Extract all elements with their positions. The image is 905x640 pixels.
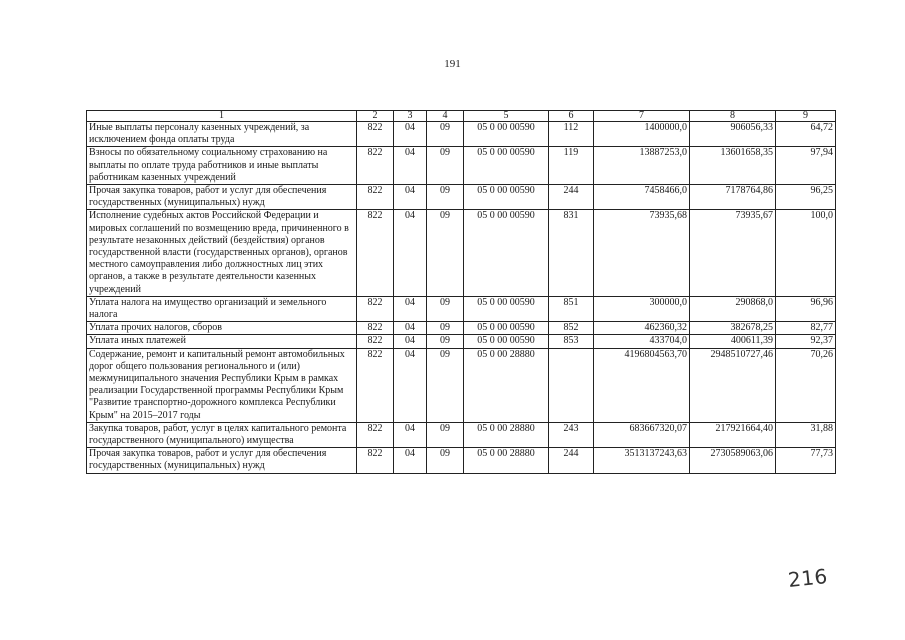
column-header-3: 3 — [394, 111, 427, 122]
table-row — [87, 348, 836, 422]
table-row — [87, 335, 836, 348]
row-name-cell: Уплата прочих налогов, сборов — [87, 322, 357, 335]
row-name-cell: Уплата иных платежей — [87, 335, 357, 348]
section-code-cell: 04 — [394, 296, 427, 321]
expense-type-cell: 831 — [549, 210, 594, 296]
section-code-cell: 04 — [394, 185, 427, 210]
column-header-8: 8 — [690, 111, 776, 122]
department-code-cell: 822 — [357, 296, 394, 321]
target-article-cell: 05 0 00 00590 — [464, 185, 549, 210]
expense-type-cell: 112 — [549, 122, 594, 147]
percent-cell: 97,94 — [776, 147, 836, 185]
column-header-9: 9 — [776, 111, 836, 122]
planned-amount-cell: 13887253,0 — [594, 147, 690, 185]
executed-amount-cell: 382678,25 — [690, 322, 776, 335]
section-code-cell: 04 — [394, 210, 427, 296]
target-article-cell: 05 0 00 00590 — [464, 147, 549, 185]
subsection-code-cell: 09 — [427, 185, 464, 210]
executed-amount-cell: 7178764,86 — [690, 185, 776, 210]
department-code-cell: 822 — [357, 122, 394, 147]
percent-cell: 82,77 — [776, 322, 836, 335]
subsection-code-cell: 09 — [427, 422, 464, 447]
row-name-cell: Закупка товаров, работ, услуг в целях капитального ремонта государственного (муниципального) имущества — [87, 422, 357, 447]
row-name-cell: Прочая закупка товаров, работ и услуг для обеспечения государственных (муниципальных) нужд — [87, 185, 357, 210]
column-header-2: 2 — [357, 111, 394, 122]
section-code-cell: 04 — [394, 322, 427, 335]
column-header-1: 1 — [87, 111, 357, 122]
section-code-cell: 04 — [394, 448, 427, 473]
section-code-cell: 04 — [394, 147, 427, 185]
target-article-cell: 05 0 00 00590 — [464, 335, 549, 348]
target-article-cell: 05 0 00 00590 — [464, 322, 549, 335]
subsection-code-cell: 09 — [427, 322, 464, 335]
subsection-code-cell: 09 — [427, 210, 464, 296]
section-code-cell: 04 — [394, 422, 427, 447]
department-code-cell: 822 — [357, 185, 394, 210]
executed-amount-cell: 2730589063,06 — [690, 448, 776, 473]
column-header-5: 5 — [464, 111, 549, 122]
planned-amount-cell: 300000,0 — [594, 296, 690, 321]
percent-cell: 70,26 — [776, 348, 836, 422]
executed-amount-cell: 906056,33 — [690, 122, 776, 147]
row-name-cell: Взносы по обязательному социальному страхованию на выплаты по оплате труда работников и иные выплаты работникам казенных учреждений — [87, 147, 357, 185]
department-code-cell: 822 — [357, 210, 394, 296]
expense-type-cell: 244 — [549, 185, 594, 210]
executed-amount-cell: 13601658,35 — [690, 147, 776, 185]
planned-amount-cell: 433704,0 — [594, 335, 690, 348]
planned-amount-cell: 73935,68 — [594, 210, 690, 296]
row-name-cell: Уплата налога на имущество организаций и земельного налога — [87, 296, 357, 321]
target-article-cell: 05 0 00 00590 — [464, 210, 549, 296]
table-row — [87, 296, 836, 321]
department-code-cell: 822 — [357, 448, 394, 473]
planned-amount-cell: 683667320,07 — [594, 422, 690, 447]
target-article-cell: 05 0 00 28880 — [464, 348, 549, 422]
column-header-7: 7 — [594, 111, 690, 122]
page-number: 191 — [444, 58, 461, 70]
percent-cell: 64,72 — [776, 122, 836, 147]
section-code-cell: 04 — [394, 348, 427, 422]
table-row — [87, 185, 836, 210]
department-code-cell: 822 — [357, 348, 394, 422]
percent-cell: 96,25 — [776, 185, 836, 210]
table-row — [87, 422, 836, 447]
table-row — [87, 322, 836, 335]
target-article-cell: 05 0 00 28880 — [464, 422, 549, 447]
table-header-row — [87, 111, 836, 122]
executed-amount-cell: 290868,0 — [690, 296, 776, 321]
column-header-4: 4 — [427, 111, 464, 122]
expense-type-cell: 853 — [549, 335, 594, 348]
percent-cell: 77,73 — [776, 448, 836, 473]
table-body — [87, 122, 836, 474]
table-row — [87, 448, 836, 473]
budget-table — [86, 110, 836, 474]
row-name-cell: Прочая закупка товаров, работ и услуг для обеспечения государственных (муниципальных) нужд — [87, 448, 357, 473]
subsection-code-cell: 09 — [427, 296, 464, 321]
column-header-6: 6 — [549, 111, 594, 122]
planned-amount-cell: 7458466,0 — [594, 185, 690, 210]
section-code-cell: 04 — [394, 335, 427, 348]
subsection-code-cell: 09 — [427, 348, 464, 422]
planned-amount-cell: 4196804563,70 — [594, 348, 690, 422]
target-article-cell: 05 0 00 28880 — [464, 448, 549, 473]
subsection-code-cell: 09 — [427, 335, 464, 348]
row-name-cell: Содержание, ремонт и капитальный ремонт автомобильных дорог общего пользования регионального и (или) межмуниципального значения Республики Крым в рамках реализации Государственной программы Республики Крым "Развитие транспортно-дорожного комплекса Республики Крым" на 2015–2017 годы — [87, 348, 357, 422]
expense-type-cell: 243 — [549, 422, 594, 447]
executed-amount-cell: 217921664,40 — [690, 422, 776, 447]
department-code-cell: 822 — [357, 422, 394, 447]
department-code-cell: 822 — [357, 147, 394, 185]
department-code-cell: 822 — [357, 335, 394, 348]
target-article-cell: 05 0 00 00590 — [464, 296, 549, 321]
handwritten-page-mark: 216 — [786, 563, 829, 593]
percent-cell: 92,37 — [776, 335, 836, 348]
target-article-cell: 05 0 00 00590 — [464, 122, 549, 147]
row-name-cell: Исполнение судебных актов Российской Федерации и мировых соглашений по возмещению вреда, причиненного в результате незаконных действий (бездействия) органов государственной власти (государственных органов), органов местного самоуправления либо должностных лиц этих органов, а также в результате деятельности казенных учреждений — [87, 210, 357, 296]
executed-amount-cell: 2948510727,46 — [690, 348, 776, 422]
subsection-code-cell: 09 — [427, 147, 464, 185]
planned-amount-cell: 3513137243,63 — [594, 448, 690, 473]
expense-type-cell — [549, 348, 594, 422]
expense-type-cell: 851 — [549, 296, 594, 321]
subsection-code-cell: 09 — [427, 448, 464, 473]
row-name-cell: Иные выплаты персоналу казенных учреждений, за исключением фонда оплаты труда — [87, 122, 357, 147]
table-row — [87, 147, 836, 185]
subsection-code-cell: 09 — [427, 122, 464, 147]
expense-type-cell: 119 — [549, 147, 594, 185]
executed-amount-cell: 73935,67 — [690, 210, 776, 296]
expense-type-cell: 244 — [549, 448, 594, 473]
percent-cell: 31,88 — [776, 422, 836, 447]
table-row — [87, 210, 836, 296]
table-row — [87, 122, 836, 147]
planned-amount-cell: 1400000,0 — [594, 122, 690, 147]
percent-cell: 96,96 — [776, 296, 836, 321]
expense-type-cell: 852 — [549, 322, 594, 335]
executed-amount-cell: 400611,39 — [690, 335, 776, 348]
planned-amount-cell: 462360,32 — [594, 322, 690, 335]
department-code-cell: 822 — [357, 322, 394, 335]
section-code-cell: 04 — [394, 122, 427, 147]
percent-cell: 100,0 — [776, 210, 836, 296]
